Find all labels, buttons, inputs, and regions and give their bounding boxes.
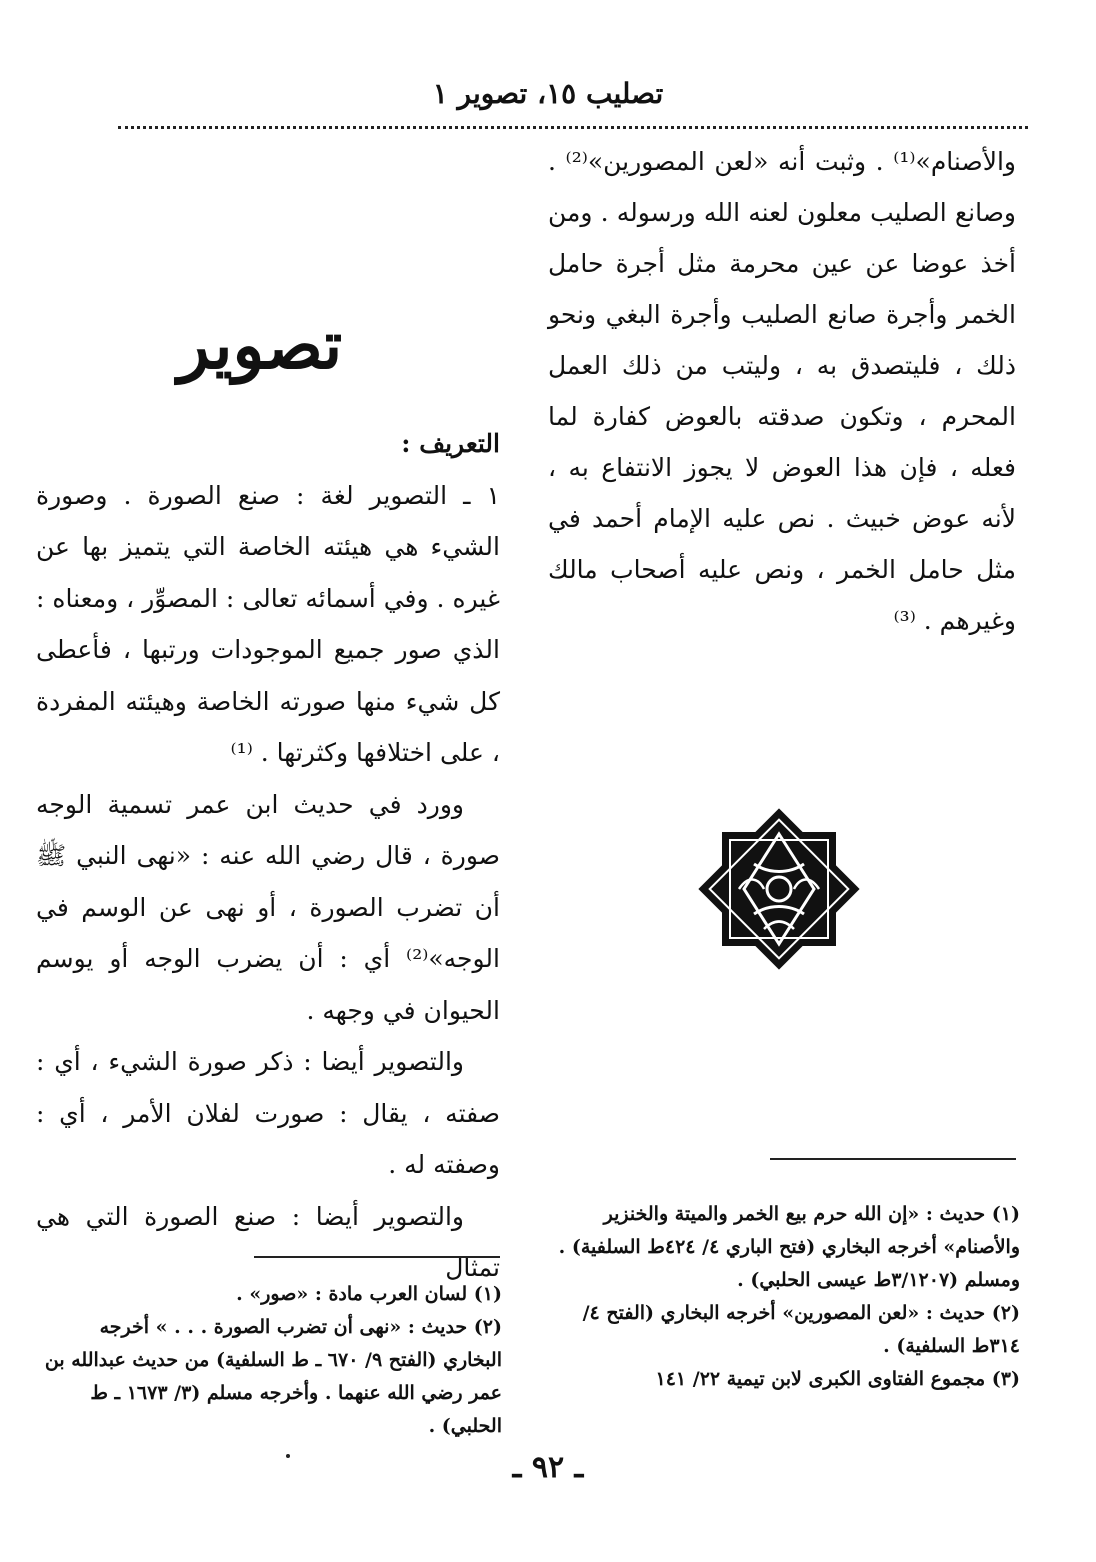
entry-title: تصوير — [177, 306, 343, 384]
right-column — [548, 136, 1016, 646]
ornament-star-icon — [694, 804, 864, 974]
footnote-left-2: (٢) حديث : «نهى أن تضرب الصورة . . . » أخرجه البخاري (الفتح ٩/ ٦٧٠ ـ ط السلفية) من حديث عبدالله بن عمر رضي الله عنهما . وأخرجه مسلم (٣/ ١٦٧٣ ـ ط الحلبي) . — [44, 1316, 502, 1437]
footnote-left-1: (١) لسان العرب مادة : «صور» . — [236, 1283, 502, 1305]
running-header: تصليب ١٥، تصوير ١ — [432, 77, 664, 110]
footnote-right-1: (١) حديث : «إن الله حرم بيع الخمر والميتة والخنزير والأصنام» أخرجه البخاري (فتح الباري ٤/ ٤٢٤ط السلفية) . ومسلم (٣/١٢٠٧ط عيسى الحلبي) . — [558, 1203, 1020, 1291]
footnote-rule-left — [254, 1256, 500, 1258]
footnote-right-2: (٢) حديث : «لعن المصورين» أخرجه البخاري (الفتح ٤/ ٣١٤ط السلفية) . — [582, 1302, 1020, 1357]
definition-paragraph: ١ ـ التصوير لغة : صنع الصورة . وصورة الشيء هي هيئته الخاصة التي يتميز بها عن غيره . وفي أسمائه تعالى : المصوِّر ، ومعناه : الذي صور جميع الموجودات ورتبها ، فأعطى كل شيء منها صورته الخاصة وهيئته المفردة ، على اختلافها وكثرتها . ⁽¹⁾ — [36, 480, 500, 767]
hadith-paragraph: وورد في حديث ابن عمر تسمية الوجه صورة ، قال رضي الله عنه : «نهى النبي ﷺ أن تضرب الصورة ، أو نهى عن الوسم في الوجه»⁽²⁾ أي : أن يضرب الوجه أو يوسم الحيوان في وجهه . — [36, 789, 500, 1025]
description-paragraph: والتصوير أيضا : ذكر صورة الشيء ، أي : صفته ، يقال : صورت لفلان الأمر ، أي : وصفته له . — [36, 1047, 500, 1179]
footnotes-right — [548, 1198, 1020, 1396]
left-column — [36, 418, 500, 1294]
right-paragraph: والأصنام»⁽¹⁾ . وثبت أنه «لعن المصورين»⁽²⁾ . وصانع الصليب معلون لعنه الله ورسوله . ومن أخذ عوضا عن عين محرمة مثل أجرة حامل الخمر وأجرة صانع الصليب وأجرة البغي ونحو ذلك ، فليتصدق به ، وليتب من ذلك العمل المحرم ، وتكون صدقته بالعوض كفارة لما فعله ، فإن هذا العوض لا يجوز الانتفاع به ، لأنه عوض خبيث . نص عليه الإمام أحمد في مثل حامل الخمر ، ونص عليه أصحاب مالك وغيرهم . ⁽³⁾ — [548, 147, 1016, 635]
footnote-right-3: (٣) مجموع الفتاوى الكبرى لابن تيمية ٢٢/ ١٤١ — [655, 1368, 1020, 1390]
page-number: ـ ٩٢ ـ — [512, 1450, 584, 1485]
footnote-rule-right — [770, 1158, 1016, 1160]
footnotes-left — [36, 1278, 502, 1443]
definition-subheading: التعريف : — [401, 429, 500, 458]
header-dotted-rule — [118, 126, 1028, 129]
statue-paragraph: والتصوير أيضا : صنع الصورة التي هي تمثال — [36, 1201, 500, 1282]
